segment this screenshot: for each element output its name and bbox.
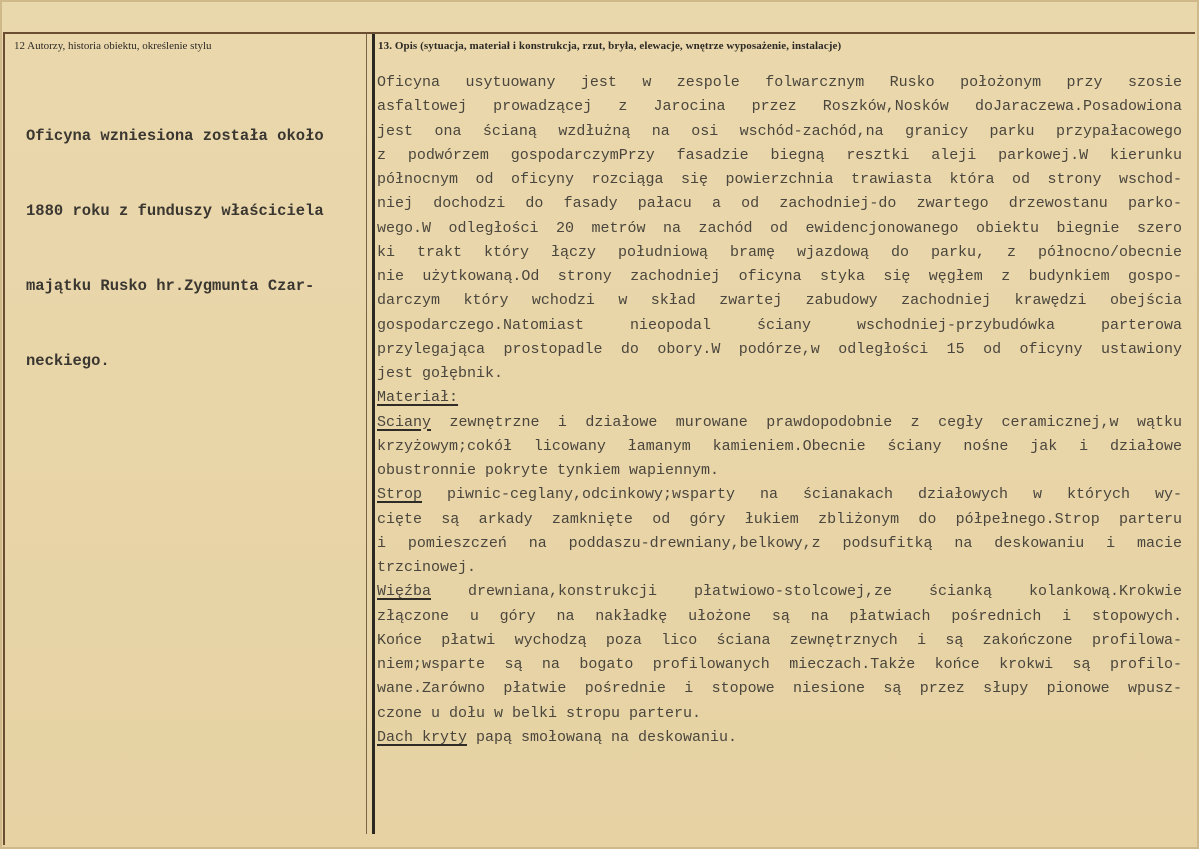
description-line-text: nie użytkowaną.Od strony zachodniej oficyna styka się węgłem z budynkiem gospo-	[377, 268, 1182, 285]
column-divider-thin	[366, 34, 367, 834]
description-line-text: przylegająca prostopadle do obory.W podórze,w odległości 15 od oficyny ustawiony	[377, 340, 1182, 358]
history-text	[26, 74, 358, 424]
description-line-text: darczym który wchodzi w skład zwartej zabudowy zachodniej krawędzi obejścia	[377, 292, 1182, 310]
description-line	[377, 168, 1182, 192]
description-line	[377, 580, 1182, 604]
underlined-term: Sciany	[377, 413, 432, 431]
description-line-text: Końce płatwi wychodzą poza lico ściana zewnętrznych i są zakończone profilowa-	[377, 631, 1182, 649]
description-line-text: trzcinowej.	[377, 559, 477, 576]
description-line-text: północnym od oficyny rozciąga się powierzchnia trawiasta która od strony wschod-	[377, 171, 1182, 188]
description-line	[377, 289, 1182, 313]
description-line-text: obustronnie pokryte tynkiem wapiennym.	[377, 462, 720, 479]
description-line-text: gospodarczego.Natomiast nieopodal ściany wschodniej-przybudówka parterowa	[377, 316, 1182, 334]
description-line	[377, 217, 1182, 241]
description-line-text: cięte są arkady zamknięte od góry łukiem zbliżonym do półpełnego.Strop parteru	[377, 510, 1182, 528]
description-line-text: asfaltowej prowadzącej z Jarocina przez Roszków,Nosków doJaraczewa.Posadowiona	[377, 98, 1182, 116]
description-line-text: czone u dołu w belki stropu parteru.	[377, 704, 702, 722]
description-line	[377, 362, 1182, 386]
description-line	[377, 144, 1182, 168]
left-column-heading: 12 Autorzy, historia obiektu, określenie stylu	[14, 40, 212, 52]
description-line	[377, 314, 1182, 338]
description-line	[377, 435, 1182, 459]
underlined-term: Dach kryty	[377, 728, 468, 746]
description-line	[377, 265, 1182, 289]
description-line-text: drewniana,konstrukcji płatwiowo-stolcowej,ze ścianką kolankową.Krokwie	[431, 583, 1182, 601]
description-line	[377, 338, 1182, 362]
history-line: Oficyna wzniesiona została około	[26, 127, 324, 145]
description-line	[377, 702, 1182, 726]
description-line	[377, 483, 1182, 507]
column-divider	[372, 34, 375, 834]
header-rule	[4, 32, 1195, 34]
history-line: neckiego.	[26, 352, 110, 370]
description-line	[377, 120, 1182, 144]
description-line-text: wane.Zarówno płatwie pośrednie i stopowe niesione są przez słupy pionowe wpusz-	[377, 680, 1182, 698]
description-line	[377, 95, 1182, 119]
description-line	[377, 459, 1182, 483]
description-line	[377, 677, 1182, 701]
description-line-text: wego.W odległości 20 metrów na zachód od ewidencjonowanego obiektu biegnie szero	[377, 219, 1182, 237]
description-line-text: jest gołębnik.	[377, 365, 504, 382]
underlined-term: Więźba	[377, 583, 432, 601]
description-line-text: niem;wsparte są na bogato profilowanych mieczach.Także końce krokwi są profilo-	[377, 656, 1182, 673]
description-line-text: Oficyna usytuowany jest w zespole folwarcznym Rusko położonym przy szosie	[377, 74, 1182, 91]
right-column-heading: 13. Opis (sytuacja, materiał i konstrukcja, rzut, bryła, elewacje, wnętrze wyposażenie, instalacje)	[378, 40, 842, 52]
description-line	[377, 532, 1182, 556]
history-line: majątku Rusko hr.Zygmunta Czar-	[26, 277, 315, 295]
description-line-text: ki trakt który łączy południową bramę wjazdową do parku, z północno/obecnie	[377, 243, 1182, 261]
description-line-text: piwnic-ceglany,odcinkowy;wsparty na ścianakach działowych w których wy-	[422, 486, 1182, 504]
underlined-term: Materiał:	[377, 389, 459, 407]
description-line	[377, 629, 1182, 653]
description-line	[377, 508, 1182, 532]
description-line-text: niej dochodzi do fasady pałacu a od zachodniej-do zwartego drzewostanu parko-	[377, 195, 1182, 213]
description-line-text: i pomieszczeń na poddaszu-drewniany,belkowy,z podsufitką na deskowaniu i macie	[377, 534, 1182, 552]
description-line	[377, 386, 1182, 410]
description-line-text: z podwórzem gospodarczymPrzy fasadzie biegną resztki aleji parkowej.W kierunku	[377, 146, 1182, 164]
history-line: 1880 roku z funduszy właściciela	[26, 202, 324, 220]
underlined-term: Strop	[377, 486, 423, 504]
description-line	[377, 653, 1182, 677]
description-line-text: złączone u góry na nakładkę ułożone są na płatwiach pośrednich i stopowych.	[377, 607, 1182, 625]
description-line	[377, 556, 1182, 580]
description-line-text: krzyżowym;cokół licowany łamanym kamieniem.Obecnie ściany nośne jak i działowe	[377, 437, 1182, 455]
description-line	[377, 192, 1182, 216]
description-line	[377, 71, 1182, 95]
description-line	[377, 411, 1182, 435]
description-text	[377, 71, 1182, 750]
description-line-text: jest ona ścianą wzdłużną na osi wschód-zachód,na granicy parku przypałacowego	[377, 122, 1182, 140]
left-border-rule	[3, 32, 5, 845]
description-line-text: zewnętrzne i działowe murowane prawdopodobnie z cegły ceramicznej,w wątku	[431, 413, 1182, 431]
description-line-text: papą smołowaną na deskowaniu.	[467, 728, 738, 746]
description-line	[377, 726, 1182, 750]
description-line	[377, 605, 1182, 629]
description-line	[377, 241, 1182, 265]
